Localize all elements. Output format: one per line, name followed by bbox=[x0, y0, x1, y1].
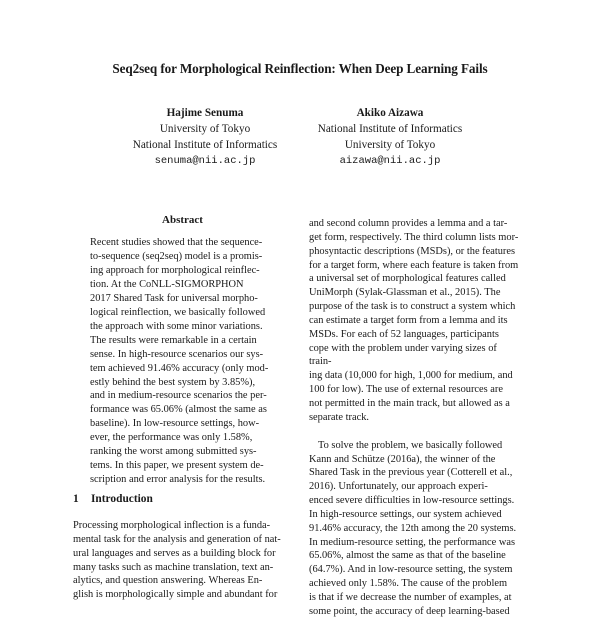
abstract-line: 2017 Shared Task for universal morpho- bbox=[90, 292, 258, 304]
body-line: UniMorph (Sylak-Glassman et al., 2015). The bbox=[309, 287, 501, 299]
body-line: mental task for the analysis and generation of nat- bbox=[73, 533, 281, 545]
body-line: not permitted in the main track, but allowed as a bbox=[309, 397, 510, 409]
body-line: purpose of the task is to construct a system which bbox=[309, 301, 516, 313]
body-line: a universal set of morphological features called bbox=[309, 273, 506, 285]
introduction-body bbox=[73, 519, 285, 602]
author-affiliation: University of Tokyo bbox=[344, 139, 436, 151]
author-block bbox=[105, 105, 305, 169]
body-line: (64.7%). And in low-resource setting, the system bbox=[309, 564, 513, 576]
abstract-heading: Abstract bbox=[162, 214, 203, 226]
abstract-line: tems. In this paper, we present system de- bbox=[90, 460, 264, 472]
author-block bbox=[290, 105, 490, 169]
body-line: Shared Task in the previous year (Cotterell et al., bbox=[309, 467, 513, 479]
abstract-line: ranking the worst among submitted sys- bbox=[90, 446, 257, 458]
abstract-line: ever, the performance was only 1.58%, bbox=[90, 432, 253, 444]
body-line: enced severe difficulties in low-resource settings. bbox=[309, 495, 515, 507]
abstract-body bbox=[90, 236, 276, 487]
body-line: is that if we decrease the number of examples, at bbox=[309, 591, 512, 603]
body-line: 91.46% accuracy, the 12th among the 20 systems. bbox=[309, 522, 517, 534]
body-line: achieved only 1.58%. The cause of the problem bbox=[309, 578, 508, 590]
body-line: get form, respectively. The third column lists mor- bbox=[309, 231, 519, 243]
body-line: ing data (10,000 for high, 1,000 for medium, and bbox=[309, 370, 513, 382]
body-line: Processing morphological inflection is a funda- bbox=[73, 520, 271, 531]
body-line: Kann and Schütze (2016a), the winner of the bbox=[309, 453, 496, 465]
abstract-line: sense. In high-resource scenarios our sys- bbox=[90, 348, 264, 360]
body-line: cope with the problem under varying sizes of train- bbox=[309, 342, 497, 368]
body-line: MSDs. For each of 52 languages, participants bbox=[309, 328, 499, 340]
abstract-line: estly behind the best system by 3.85%), bbox=[90, 376, 256, 388]
paper-title: Seq2seq for Morphological Reinflection: When Deep Learning Fails bbox=[112, 61, 488, 76]
body-line: glish is morphologically simple and abundant for bbox=[73, 589, 278, 601]
abstract-line: formance was 65.06% (almost the same as bbox=[90, 404, 267, 416]
abstract-line: The results were remarkable in a certain bbox=[90, 334, 257, 346]
abstract-line: logical reinflection, we basically followed bbox=[90, 306, 266, 318]
abstract-line: tem achieved 91.46% accuracy (only mod- bbox=[90, 362, 269, 374]
author-name: Akiko Aizawa bbox=[356, 107, 424, 119]
abstract-line: ing approach for morphological reinflec- bbox=[90, 264, 260, 276]
abstract-line: tion. At the CoNLL-SIGMORPHON bbox=[90, 278, 244, 290]
author-affiliation: National Institute of Informatics bbox=[132, 139, 278, 151]
body-line: phosyntactic descriptions (MSDs), or the features bbox=[309, 245, 516, 257]
author-affiliation: University of Tokyo bbox=[159, 123, 251, 135]
author-name: Hajime Senuma bbox=[166, 107, 244, 119]
author-email: aizawa@nii.ac.jp bbox=[339, 155, 441, 167]
section-title: Introduction bbox=[91, 493, 153, 505]
body-line: can estimate a target form from a lemma and its bbox=[309, 314, 508, 326]
section-heading bbox=[73, 493, 153, 505]
body-line: In high-resource settings, our system achieved bbox=[309, 508, 502, 520]
abstract-line: the approach with some minor variations. bbox=[90, 320, 263, 332]
body-line: some point, the accuracy of deep learning-based bbox=[309, 605, 510, 617]
abstract-line: to-sequence (seq2seq) model is a promis- bbox=[90, 250, 263, 262]
author-affiliation: National Institute of Informatics bbox=[317, 123, 463, 135]
body-line: ural languages and serves as a building block for bbox=[73, 547, 276, 559]
author-email: senuma@nii.ac.jp bbox=[154, 155, 256, 167]
right-column bbox=[309, 217, 519, 619]
abstract-line: and in medium-resource scenarios the per- bbox=[90, 390, 267, 402]
body-line: In medium-resource setting, the performance was bbox=[309, 536, 516, 548]
body-line: alytics, and question answering. Whereas En- bbox=[73, 575, 263, 587]
body-line: for a target form, where each feature is taken from bbox=[309, 259, 519, 271]
body-line: and second column provides a lemma and a tar- bbox=[309, 218, 508, 229]
section-number: 1 bbox=[73, 493, 79, 505]
body-line: 65.06%, almost the same as that of the baseline bbox=[309, 550, 506, 562]
abstract-line: baseline). In low-resource settings, how- bbox=[90, 418, 260, 430]
body-line: many tasks such as machine translation, text an- bbox=[73, 561, 274, 573]
abstract-line: Recent studies showed that the sequence- bbox=[90, 237, 263, 248]
body-line: 100 for low). The use of external resources are bbox=[309, 384, 503, 396]
body-line: To solve the problem, we basically followed bbox=[318, 439, 503, 451]
abstract-line: scription and error analysis for the results. bbox=[90, 474, 266, 486]
body-line: separate track. bbox=[309, 411, 369, 423]
body-line: 2016). Unfortunately, our approach experi- bbox=[309, 481, 488, 493]
